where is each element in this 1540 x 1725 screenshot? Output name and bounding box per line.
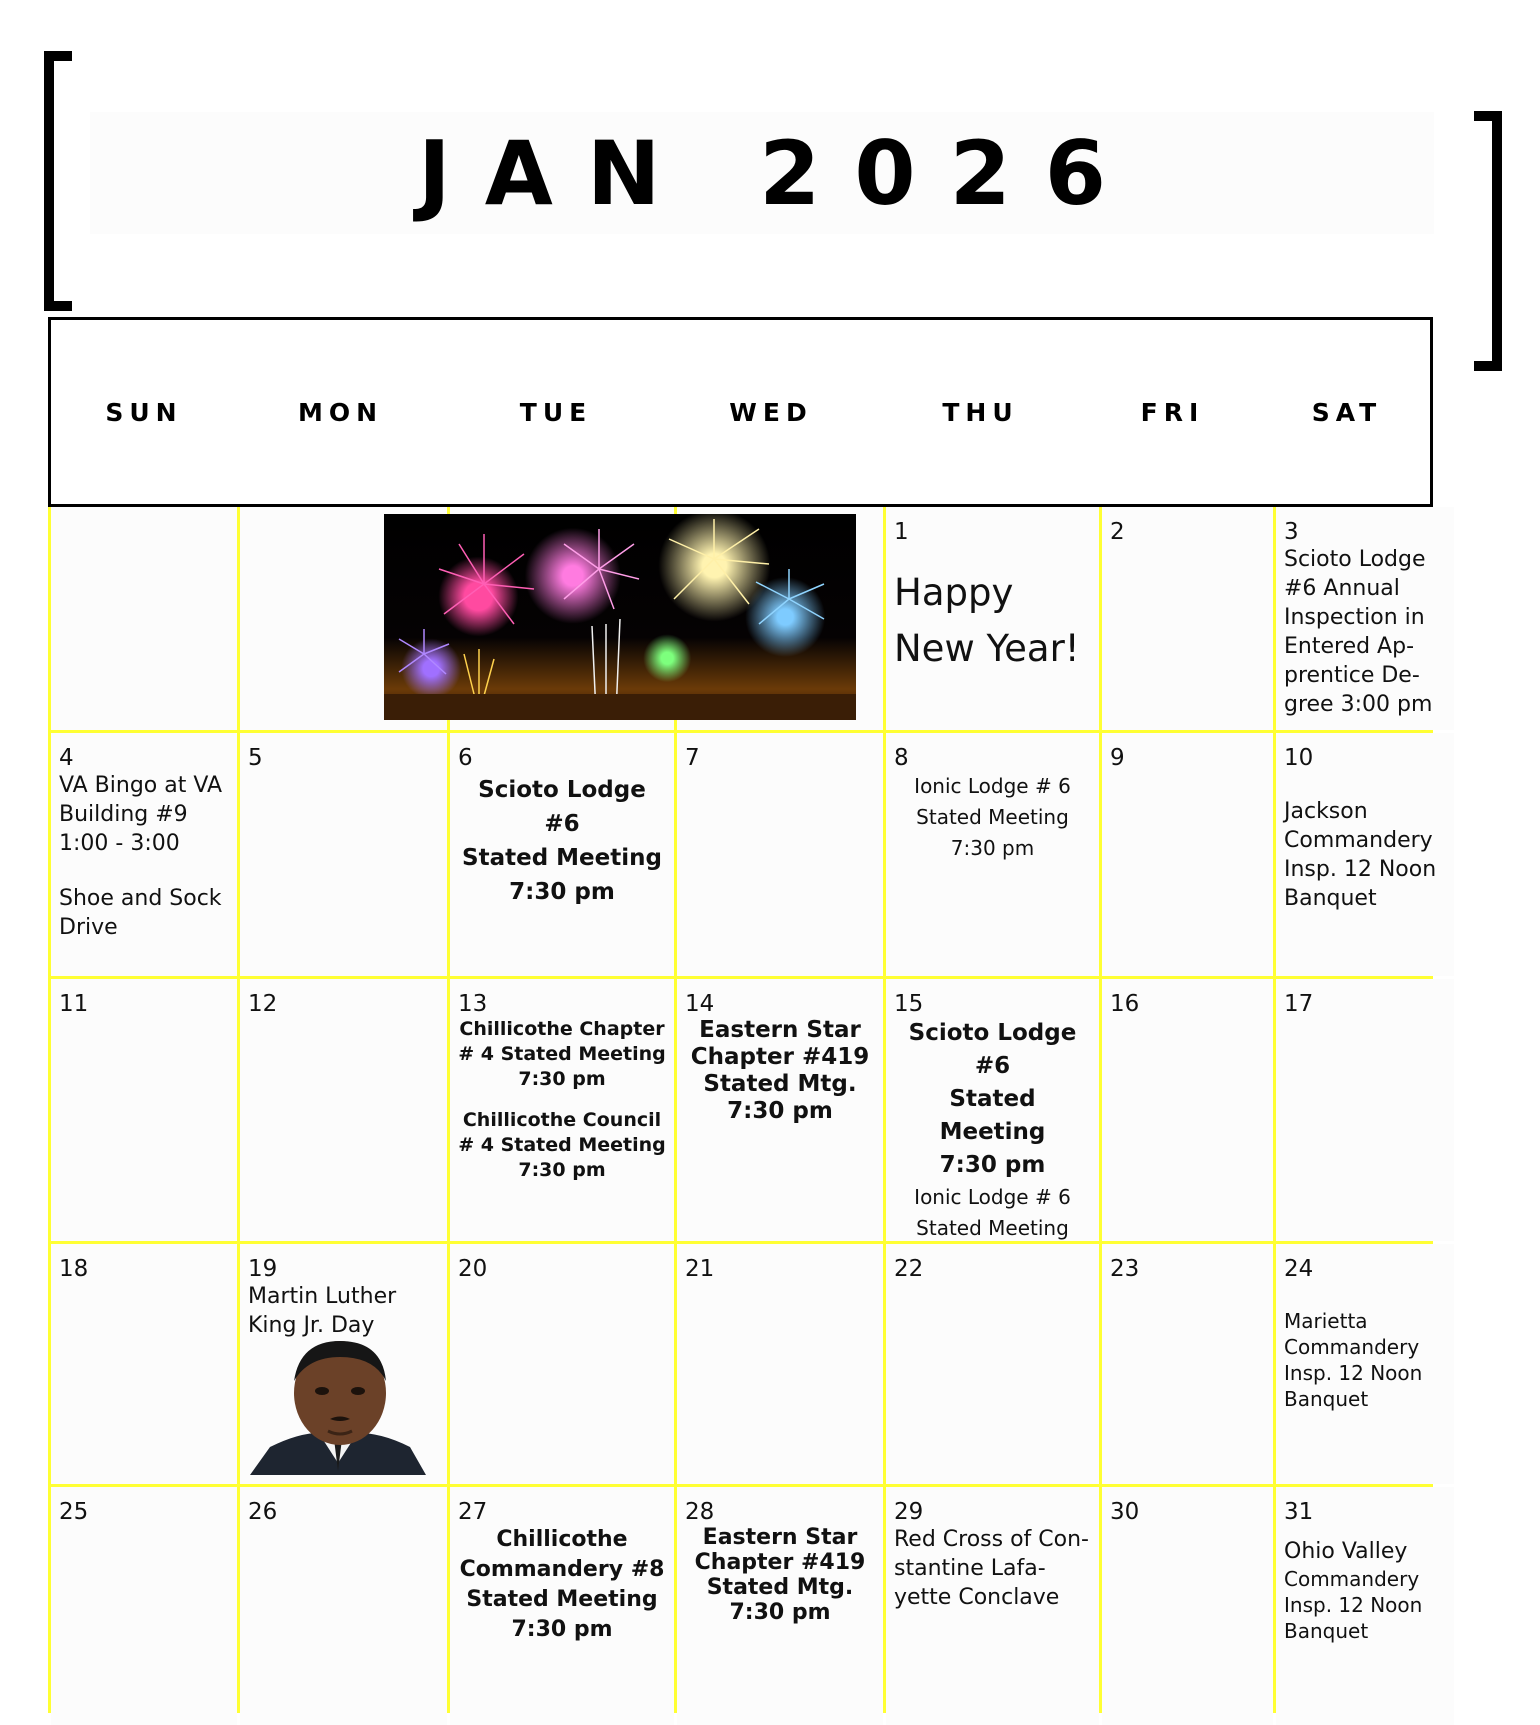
- day-number: 14: [685, 991, 715, 1017]
- weekday-tue: TUE: [519, 397, 593, 427]
- day-number: 3: [1284, 519, 1299, 545]
- event-text: Red Cross of Con-stantine Lafa-yette Conclave: [894, 1527, 1089, 1610]
- day-cell-8: [886, 733, 1099, 976]
- title-banner: [90, 112, 1434, 234]
- day-cell-20: [450, 1244, 674, 1484]
- day-cell-23: [1102, 1244, 1273, 1484]
- day-number: 28: [685, 1499, 715, 1525]
- day-cell-14: [677, 979, 883, 1241]
- calendar-title: JAN 2026: [417, 121, 1141, 225]
- day-cell-17: [1276, 979, 1454, 1241]
- day-number: 1: [894, 519, 909, 545]
- event-text: 1:00 - 3:00: [59, 831, 180, 856]
- day-cell-4: [51, 733, 237, 976]
- day-cell-29: [886, 1487, 1099, 1725]
- weekday-mon: MON: [297, 397, 384, 427]
- day-cell-2: [1102, 507, 1273, 730]
- day-number: 8: [894, 745, 909, 771]
- day-number: 23: [1110, 1256, 1140, 1282]
- event-text: Happy: [894, 571, 1014, 614]
- day-cell-10: [1276, 733, 1454, 976]
- weekday-sun: SUN: [105, 397, 183, 427]
- day-number: 31: [1284, 1499, 1314, 1525]
- day-cell-6: [450, 733, 674, 976]
- weekday-sat: SAT: [1311, 397, 1383, 427]
- event-text: Commandery Insp. 12 Noon Banquet: [1284, 1567, 1423, 1643]
- mlk-portrait: [250, 1335, 426, 1475]
- event-text: Scioto Lodge #6 Annual Inspection in Entered Ap-prentice De-gree 3:00 pm: [1284, 547, 1433, 717]
- day-cell-1: [886, 507, 1099, 730]
- day-number: 19: [248, 1256, 278, 1282]
- event-text: 7:30 pm: [950, 836, 1035, 860]
- day-number: 4: [59, 745, 74, 771]
- day-number: 2: [1110, 519, 1125, 545]
- day-number: 30: [1110, 1499, 1140, 1525]
- event-text: Stated Meeting: [462, 845, 662, 871]
- day-number: 10: [1284, 745, 1314, 771]
- day-number: 22: [894, 1256, 924, 1282]
- day-cell-18: [51, 1244, 237, 1484]
- day-cell-22: [886, 1244, 1099, 1484]
- day-cell-28: [677, 1487, 883, 1725]
- day-number: 7: [685, 745, 700, 771]
- event-text: Stated Meeting: [939, 1086, 1046, 1145]
- day-number: 13: [458, 991, 488, 1017]
- weekday-wed: WED: [729, 397, 813, 427]
- day-number: 16: [1110, 991, 1140, 1017]
- event-text: Chillicothe Chapter # 4 Stated Meeting 7:30 pm: [458, 1018, 666, 1090]
- day-number: 5: [248, 745, 263, 771]
- event-text: Ohio Valley: [1284, 1539, 1408, 1564]
- day-cell-7: [677, 733, 883, 976]
- day-cell-26: [240, 1487, 447, 1725]
- day-cell-16: [1102, 979, 1273, 1241]
- day-cell-13: [450, 979, 674, 1241]
- event-text: Stated Meeting: [916, 1216, 1069, 1240]
- event-text: 7:30 pm: [939, 1152, 1046, 1178]
- fireworks-image: [384, 514, 856, 720]
- event-text: Stated Meeting: [916, 805, 1069, 829]
- event-text: Ionic Lodge # 6: [914, 774, 1071, 798]
- day-cell-12: [240, 979, 447, 1241]
- event-text: Scioto Lodge #6: [478, 777, 646, 837]
- day-cell-25: [51, 1487, 237, 1725]
- day-cell-15: [886, 979, 1099, 1241]
- event-text: Ionic Lodge # 6: [914, 1185, 1071, 1209]
- day-number: 29: [894, 1499, 924, 1525]
- event-text: VA Bingo at VA Building #9: [59, 773, 223, 827]
- day-cell-30: [1102, 1487, 1273, 1725]
- day-cell-11: [51, 979, 237, 1241]
- day-number: 11: [59, 991, 89, 1017]
- event-text: 7:30 pm: [509, 879, 615, 905]
- day-number: 12: [248, 991, 278, 1017]
- day-number: 21: [685, 1256, 715, 1282]
- fireworks-icon: [384, 514, 856, 720]
- day-number: 27: [458, 1499, 488, 1525]
- day-number: 9: [1110, 745, 1125, 771]
- day-number: 6: [458, 745, 473, 771]
- day-number: 26: [248, 1499, 278, 1525]
- weekday-header: [48, 317, 1433, 507]
- person-portrait-icon: [250, 1335, 426, 1475]
- day-cell-3: [1276, 507, 1454, 730]
- left-bracket-decoration: [44, 51, 72, 311]
- day-cell-31: [1276, 1487, 1454, 1725]
- weekday-fri: FRI: [1140, 397, 1205, 427]
- day-cell-27: [450, 1487, 674, 1725]
- day-cell-empty: [51, 507, 237, 730]
- day-number: 15: [894, 991, 924, 1017]
- right-bracket-decoration: [1474, 111, 1502, 371]
- day-number: 20: [458, 1256, 488, 1282]
- event-text: New Year!: [894, 627, 1080, 670]
- event-text: Martin Luther King Jr. Day: [248, 1284, 397, 1338]
- event-text: Eastern Star Chapter #419 Stated Mtg. 7:30 pm: [690, 1017, 870, 1124]
- event-text: Shoe and Sock Drive: [59, 886, 222, 940]
- event-text: Jackson Commandery Insp. 12 Noon Banquet: [1284, 799, 1437, 911]
- event-text: Chillicothe Commandery #8 Stated Meeting 7:30 pm: [459, 1527, 665, 1642]
- event-text: Chillicothe Council # 4 Stated Meeting 7:30 pm: [458, 1109, 666, 1181]
- event-text: Marietta Commandery Insp. 12 Noon Banquet: [1284, 1309, 1423, 1411]
- event-text: Eastern Star Chapter #419 Stated Mtg. 7:30 pm: [694, 1525, 866, 1625]
- day-number: 18: [59, 1256, 89, 1282]
- day-number: 25: [59, 1499, 89, 1525]
- day-number: 17: [1284, 991, 1314, 1017]
- day-number: 24: [1284, 1256, 1314, 1282]
- day-cell-21: [677, 1244, 883, 1484]
- day-cell-5: [240, 733, 447, 976]
- day-cell-24: [1276, 1244, 1454, 1484]
- weekday-thu: THU: [942, 397, 1019, 427]
- day-cell-9: [1102, 733, 1273, 976]
- event-text: Scioto Lodge #6: [908, 1020, 1077, 1079]
